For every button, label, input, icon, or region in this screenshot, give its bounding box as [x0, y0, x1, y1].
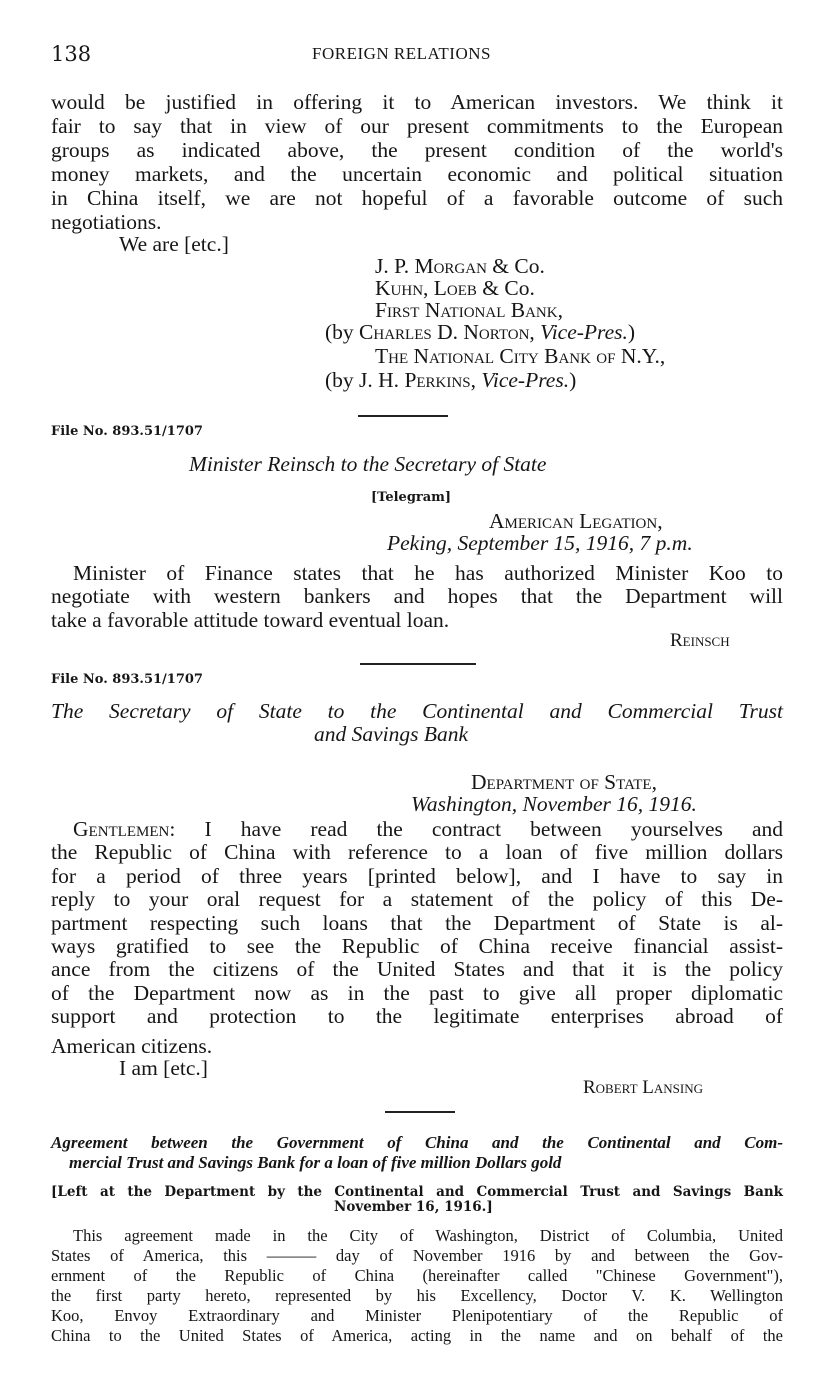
signatory-by: (by J. H. Perkins, Vice-Pres.) — [325, 368, 577, 392]
body-line: the Republic of China with reference to a loan of five million dollars — [51, 840, 783, 865]
file-number: File No. 893.51/1707 — [51, 424, 203, 439]
document-title — [51, 700, 783, 723]
signatory-by: (by Charles D. Norton, Vice-Pres.) — [325, 320, 636, 344]
body-text: I have read the contract between yourselves and — [204, 817, 783, 841]
body-line — [51, 818, 783, 841]
body-line-last: take a favorable attitude toward eventual loan. — [51, 608, 450, 632]
body-line-last: negotiations. — [51, 210, 162, 234]
document-title: Minister Reinsch to the Secretary of State — [189, 452, 547, 476]
title-line: The Secretary of State to the Continental and Commercial Trust — [51, 699, 783, 723]
section-divider — [385, 1111, 455, 1113]
title-line: and Savings Bank — [314, 722, 469, 746]
body-line: ernment of the Republic of China (hereinafter called "Chinese Government"), — [51, 1266, 783, 1285]
document-date: Washington, November 16, 1916. — [411, 792, 697, 816]
title-line: mercial Trust and Savings Bank for a loan of five million Dollars gold — [69, 1153, 562, 1172]
body-line: ance from the citizens of the United States and that it is the policy — [51, 957, 783, 982]
sender-place: American Legation, — [489, 509, 663, 533]
body-line: of the Department now as in the past to give all proper diplomatic — [51, 980, 783, 1005]
document-note — [51, 1184, 783, 1200]
document-title — [51, 1133, 783, 1153]
note-line: November 16, 1916.] — [334, 1199, 493, 1215]
body-line: the first party hereto, represented by his Excellency, Doctor V. K. Wellington — [51, 1286, 783, 1305]
signatory: Kuhn, Loeb & Co. — [375, 276, 535, 300]
running-title: FOREIGN RELATIONS — [312, 44, 491, 63]
closing: I am [etc.] — [119, 1056, 208, 1080]
body-line: Koo, Envoy Extraordinary and Minister Plenipotentiary of the Republic of — [51, 1306, 783, 1325]
section-divider — [358, 415, 448, 417]
section-divider — [360, 663, 476, 665]
letter-body — [51, 818, 783, 1029]
body-line: partment respecting such loans that the Department of State is al- — [51, 910, 783, 935]
signature: Reinsch — [670, 630, 730, 651]
body-line: Minister of Finance states that he has authorized Minister Koo to — [73, 561, 783, 585]
body-line: money markets, and the uncertain economic and political situation — [51, 162, 783, 186]
signatory: J. P. Morgan & Co. — [375, 254, 545, 278]
body-line: would be justified in offering it to American investors. We think it — [51, 90, 783, 114]
body-line: China to the United States of America, acting in the name and on behalf of the — [51, 1326, 783, 1345]
body-line: fair to say that in view of our present commitments to the European — [51, 114, 783, 138]
salutation: Gentlemen: — [73, 817, 176, 841]
note-line: [Left at the Department by the Continental and Commercial Trust and Savings Bank — [51, 1184, 783, 1200]
page-number: 138 — [51, 42, 92, 66]
body-line: in China itself, we are not hopeful of a favorable outcome of such — [51, 186, 783, 210]
body-line: States of America, this ——— day of November 1916 by and between the Gov- — [51, 1246, 783, 1265]
letter-body — [51, 90, 783, 210]
body-line-last: American citizens. — [51, 1034, 213, 1058]
body-line: negotiate with western bankers and hopes that the Department will — [51, 584, 783, 608]
document-type: [Telegram] — [371, 490, 452, 505]
body-line: for a period of three years [printed below], and I have to say in — [51, 863, 783, 888]
body-line: groups as indicated above, the present condition of the world's — [51, 138, 783, 162]
body-line: This agreement made in the City of Washington, District of Columbia, United — [73, 1226, 783, 1245]
file-number: File No. 893.51/1707 — [51, 672, 203, 687]
sender-place: Department of State, — [471, 770, 657, 794]
document-date: Peking, September 15, 1916, 7 p.m. — [387, 531, 693, 555]
signatory: The National City Bank of N.Y., — [375, 344, 666, 368]
body-line: ways gratified to see the Republic of China receive financial assist- — [51, 934, 783, 959]
title-line: Agreement between the Government of China and the Continental and Com- — [51, 1133, 783, 1152]
agreement-body — [51, 1226, 783, 1346]
body-line: reply to your oral request for a statement of the policy of this De- — [51, 887, 783, 912]
closing: We are [etc.] — [119, 232, 229, 256]
signature: Robert Lansing — [583, 1077, 703, 1098]
telegram-body — [51, 562, 783, 608]
signatory: First National Bank, — [375, 298, 563, 322]
body-line: support and protection to the legitimate enterprises abroad of — [51, 1004, 783, 1029]
